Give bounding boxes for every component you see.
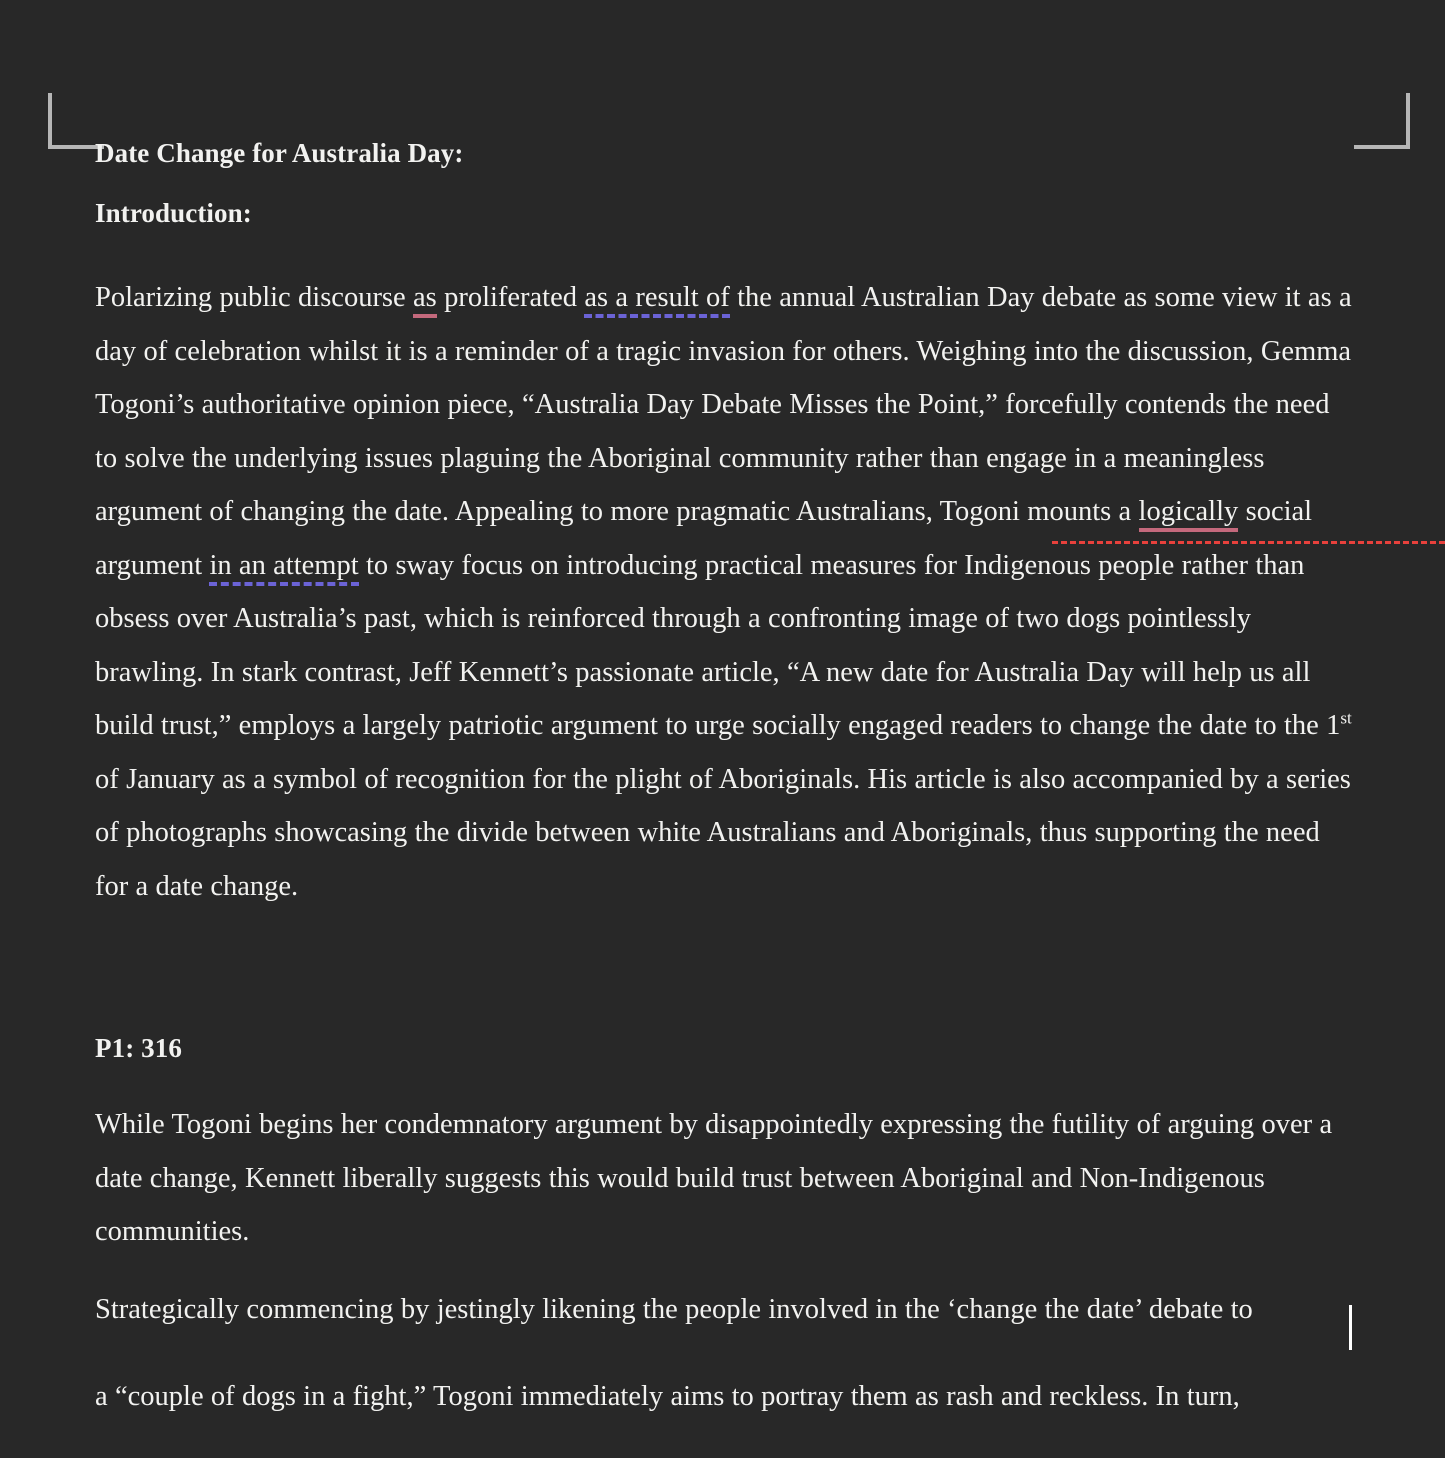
text-run: the annual Australian Day debate as some view it as a day of celebration whilst it is a reminder of a tragic invasion for others. Weighing into the discussion, Gemma Togoni’s authoritative opinion piece, “Australia Day Debate Misses the Point,” forcefully contends the need to solve the underlying issues plaguing the Aboriginal community rather than engage in a meaningless argument of changing the date. Appealing to more pragmatic Australians, Togoni mounts a — [95, 282, 1352, 527]
paragraph-p1-body: While Togoni begins her condemnatory argument by disappointedly expressing the futility of arguing over a date change, Kennett liberally suggests this would build trust between Aboriginal and Non-Indigenous communities. — [95, 1109, 1333, 1247]
text-run: social argument — [95, 496, 1313, 581]
spelling-error-logically[interactable]: logically — [1139, 496, 1239, 532]
section-heading-p1: P1: 316 — [95, 1033, 182, 1063]
text-run: Polarizing public discourse — [95, 282, 413, 313]
text-run: of January as a symbol of recognition for the plight of Aboriginals. His article is also accompanied by a series of photographs showcasing the divide between white Australians and Aboriginals, thus supporting the need for a date change. — [95, 763, 1351, 902]
text-cursor-caret — [1349, 1305, 1352, 1350]
spelling-error-as[interactable]: as — [413, 282, 437, 318]
document-body[interactable] — [95, 140, 1353, 1458]
document-title: Date Change for Australia Day: — [95, 138, 464, 168]
text-run: proliferated — [436, 282, 585, 313]
grammar-error-in-an-attempt[interactable]: in an attempt — [209, 550, 358, 586]
paragraph-introduction — [95, 271, 1353, 913]
text-run: to sway focus on introducing practical measures for Indigenous people rather than obsess over Australia’s past, which is reinforced through a confronting image of two dogs pointlessly brawling. In stark contrast, Jeff Kennett’s passionate article, “A new date for Australia Day will help us all build trust,” employs a largely patriotic argument to urge socially engaged readers to change the date to the 1 — [95, 549, 1341, 741]
paragraph-p2-body: Strategically commencing by jestingly likening the people involved in the ‘change the date’ debate to — [95, 1293, 1253, 1325]
grammar-error-as-a-result-of[interactable]: as a result of — [584, 282, 729, 318]
page-margin-corner-top-right — [1354, 93, 1410, 149]
ordinal-suffix: st — [1340, 708, 1352, 728]
paragraph-p2-continuation: a “couple of dogs in a fight,” Togoni immediately aims to portray them as rash and reckless. In turn, — [95, 1381, 1240, 1412]
section-heading-introduction: Introduction: — [95, 198, 252, 228]
paragraph-spacer — [95, 947, 1353, 1035]
